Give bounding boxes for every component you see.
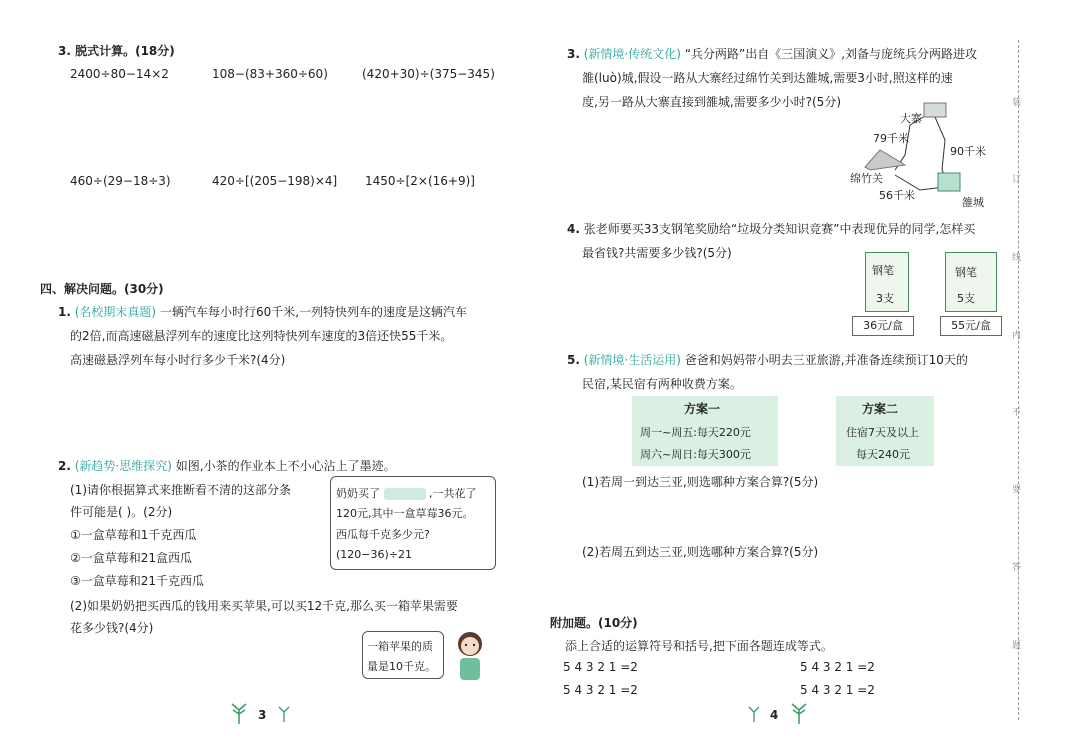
pen-name: 钢笔 [872, 264, 894, 277]
pen-name: 钢笔 [955, 266, 977, 279]
price-tag: 36元/盒 [852, 316, 914, 336]
extra-title: 附加题。(10分) [550, 616, 638, 630]
binding-char: 线 [1012, 253, 1022, 263]
calc-expr: 420÷[(205−198)×4] [212, 174, 338, 188]
bubble-text: 一箱苹果的质 [367, 640, 433, 653]
extra-instr: 添上合适的运算符号和括号,把下面各题连成等式。 [565, 639, 833, 653]
bubble-text: 奶奶买了 [336, 487, 380, 500]
price-tag: 55元/盒 [940, 316, 1002, 336]
calc-expr: 460÷(29−18÷3) [70, 174, 171, 188]
plan-row: 周六~周日:每天300元 [640, 448, 751, 461]
binding-char: 答 [1012, 563, 1022, 573]
problem-text: 民宿,某民宿有两种收费方案。 [582, 377, 742, 391]
binding-char: 要 [1012, 485, 1022, 495]
problem-text: “兵分两路”出自《三国演义》,刘备与庞统兵分两路进攻 [684, 47, 978, 61]
binding-char: 内 [1012, 331, 1022, 341]
calc-expr: 2400÷80−14×2 [70, 67, 169, 81]
bubble-line [336, 485, 477, 501]
plan-title: 方案一 [684, 402, 721, 416]
problem-text: 花多少钱?(4分) [70, 621, 154, 635]
pen-count: 5支 [957, 292, 975, 305]
bubble-text: 量是10千克。 [367, 660, 436, 673]
problem-text: 件可能是( )。(2分) [70, 505, 173, 519]
plan-title: 方案二 [862, 402, 899, 416]
tree-icon [748, 706, 760, 722]
problem-text: 高速磁悬浮列车每小时行多少千米?(4分) [70, 353, 286, 367]
pen-count: 3支 [876, 292, 894, 305]
problem-text: 张老师要买33支钢笔奖励给“垃圾分类知识竞赛”中表现优异的同学,怎样买 [583, 222, 976, 236]
problem-text: (2)若周五到达三亚,则选哪种方案合算?(5分) [582, 545, 819, 559]
binding-char: 装 [1012, 98, 1022, 108]
problem-number: 5. [567, 353, 580, 367]
map-label: 大寨 [900, 112, 922, 125]
problem-text: 一辆汽车每小时行60千米,一列特快列车的速度是这辆汽车 [159, 305, 468, 319]
problem-number: 1. [58, 305, 71, 319]
binding-char: 订 [1012, 175, 1022, 185]
equation: 5 4 3 2 1 =2 [800, 660, 875, 674]
girl-illustration [448, 628, 492, 684]
problem4-line [567, 220, 975, 237]
problem-text: 爸爸和妈妈带小明去三亚旅游,并准备连续预订10天的 [684, 353, 968, 367]
problem-tag: (新情境·传统文化) [583, 47, 681, 61]
map-label: 56千米 [879, 189, 915, 202]
problem-text: 雒(luò)城,假设一路从大寨经过绵竹关到达雒城,需要3小时,照这样的速 [582, 71, 953, 85]
problem-text: (1)请你根据算式来推断看不清的这部分条 [70, 483, 291, 497]
option-item: ②一盒草莓和21盒西瓜 [70, 551, 193, 565]
option-item: ③一盒草莓和21千克西瓜 [70, 574, 205, 588]
binding-line [1018, 40, 1020, 720]
problem-tag: (名校期末真题) [74, 305, 157, 319]
binding-char: 不 [1012, 408, 1022, 418]
problem-text: 最省钱?共需要多少钱?(5分) [582, 246, 732, 260]
problem-text: 度,另一路从大寨直接到雒城,需要多少小时?(5分) [582, 95, 841, 109]
problem5-line [567, 351, 968, 368]
bubble-text: (120−36)÷21 [336, 548, 413, 561]
plan-row: 住宿7天及以上 [846, 426, 919, 439]
calc-expr: 1450÷[2×(16+9)] [365, 174, 475, 188]
option-item: ①一盒草莓和1千克西瓜 [70, 528, 197, 542]
calc-expr: 108−(83+360÷60) [212, 67, 328, 81]
page-number: 3 [258, 708, 267, 722]
map-label: 79千米 [873, 132, 909, 145]
problem-number: 2. [58, 459, 71, 473]
bubble-text: 西瓜每千克多少元? [336, 528, 430, 541]
page-number: 4 [770, 708, 779, 722]
map-label: 绵竹关 [850, 172, 883, 185]
tree-icon [790, 702, 808, 724]
problem3-line [567, 45, 977, 62]
bubble-text: ,一共花了 [429, 487, 477, 500]
bubble-text: 120元,其中一盒草莓36元。 [336, 507, 474, 520]
problem-text: (2)如果奶奶把买西瓜的钱用来买苹果,可以买12千克,那么买一箱苹果需要 [70, 599, 458, 613]
equation: 5 4 3 2 1 =2 [563, 683, 638, 697]
problem-text: 的2倍,而高速磁悬浮列车的速度比这列特快列车速度的3倍还快55千米。 [70, 329, 453, 343]
ink-blot [384, 488, 426, 500]
problem2-line [58, 457, 396, 474]
equation: 5 4 3 2 1 =2 [800, 683, 875, 697]
problem-text: 如图,小茶的作业本上不小心沾上了墨迹。 [175, 459, 396, 473]
tree-icon [278, 706, 290, 722]
problem-text: (1)若周一到达三亚,则选哪种方案合算?(5分) [582, 475, 819, 489]
plan-row: 周一~周五:每天220元 [640, 426, 751, 439]
problem-tag: (新情境·生活运用) [583, 353, 681, 367]
problem1-line [58, 303, 467, 320]
q3-title: 3. 脱式计算。(18分) [58, 44, 175, 58]
equation: 5 4 3 2 1 =2 [563, 660, 638, 674]
problem-tag: (新趋势·思维探究) [74, 459, 172, 473]
calc-expr: (420+30)÷(375−345) [362, 67, 495, 81]
tree-icon [230, 702, 248, 724]
problem-number: 4. [567, 222, 580, 236]
map-label: 雒城 [962, 196, 984, 209]
binding-char: 题 [1012, 641, 1022, 651]
section4-title: 四、解决问题。(30分) [40, 282, 164, 296]
problem-number: 3. [567, 47, 580, 61]
map-label: 90千米 [950, 145, 986, 158]
plan-row: 每天240元 [856, 448, 910, 461]
